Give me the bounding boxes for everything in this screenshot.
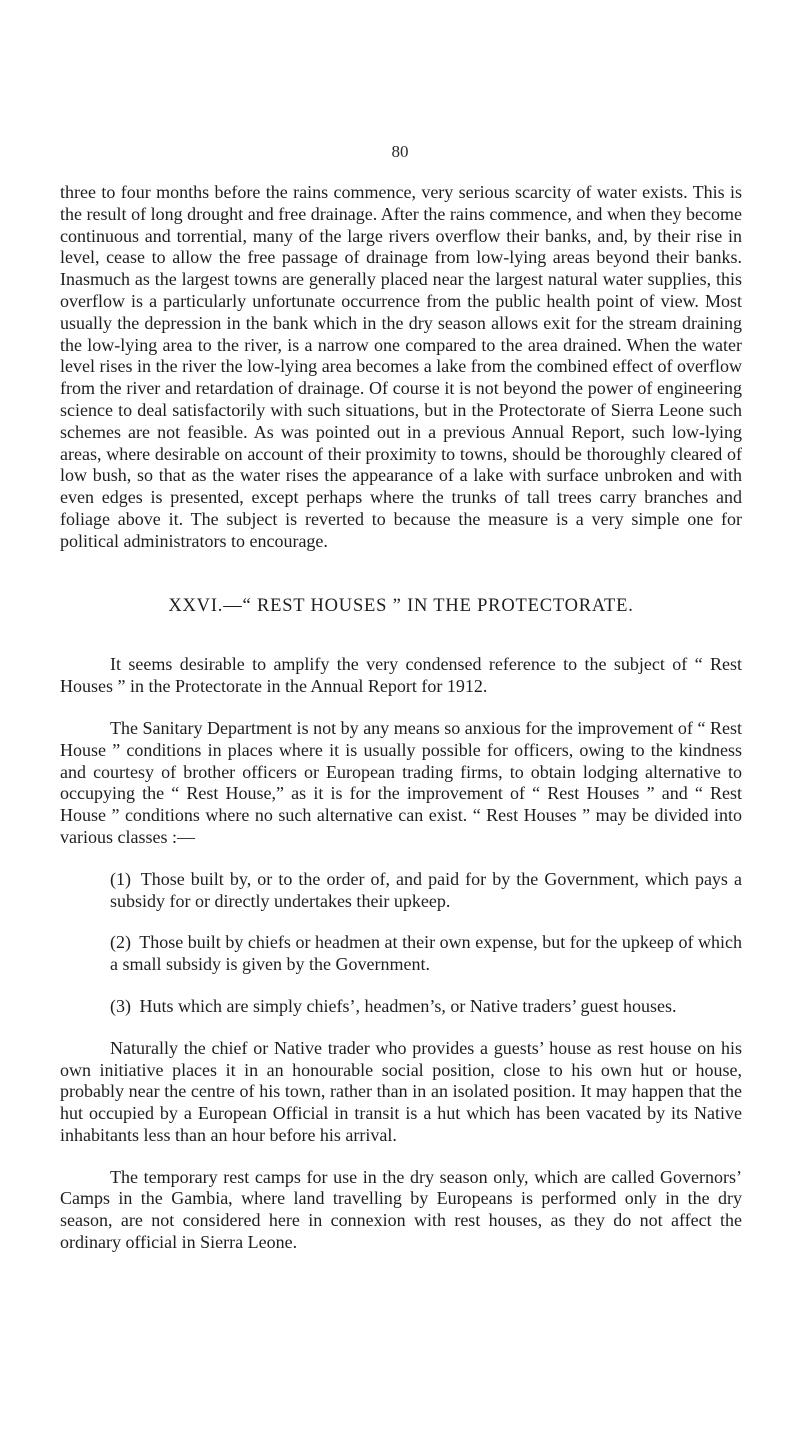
list-number: (1)	[110, 868, 131, 889]
list-item-3	[60, 996, 742, 1018]
list-text: Those built by, or to the order of, and paid for by the Government, which pays a subsidy for or directly undertakes their upkeep.	[110, 868, 742, 911]
list-number: (3)	[110, 995, 131, 1016]
list-text: Huts which are simply chiefs’, headmen’s, or Native traders’ guest houses.	[139, 995, 677, 1016]
list-item-2	[60, 932, 742, 976]
page-number: 80	[391, 142, 409, 161]
list-text: Those built by chiefs or headmen at their own expense, but for the upkeep of which a small subsidy is given by the Government.	[110, 932, 742, 975]
list-item-1	[60, 869, 742, 913]
section-heading: XXVI.—“ REST HOUSES ” IN THE PROTECTORATE.	[168, 595, 634, 616]
paragraph-camps: The temporary rest camps for use in the dry season only, which are called Governors’ Camps in the Gambia, where land travelling by Europeans is performed only in the dry season, are not considered here in connexion with rest houses, as they do not affect the ordinary official in Sierra Leone.	[60, 1166, 742, 1253]
paragraph-intro: It seems desirable to amplify the very condensed reference to the subject of “ Rest Houses ” in the Protectorate in the Annual Report for 1912.	[60, 654, 742, 697]
document-body	[60, 182, 742, 1254]
paragraph-drainage: three to four months before the rains commence, very serious scarcity of water exists. This is the result of long drought and free drainage. After the rains commence, and when they become continuous and torrential, many of the large rivers overflow their banks, and, by their rise in level, cease to allow the free passage of drainage from low-lying areas beyond their banks. Inasmuch as the largest towns are generally placed near the largest natural water supplies, this overflow is a particularly unfortunate occurrence from the public health point of view. Most usually the depression in the bank which in the dry season allows exit for the stream draining the low-lying area to the river, is a narrow one compared to the area drained. When the water level rises in the river the low-lying area becomes a lake from the combined effect of overflow from the river and retardation of drainage. Of course it is not beyond the power of engineering science to deal satisfactorily with such situations, but in the Protectorate of Sierra Leone such schemes are not feasible. As was pointed out in a previous Annual Report, such low-lying areas, where desirable on account of their proximity to towns, should be thoroughly cleared of low bush, so that as the water rises the appearance of a lake with surface unbroken and with even edges is presented, except perhaps where the trunks of tall trees carry branches and foliage above it. The subject is reverted to because the measure is a very simple one for political administrators to encourage.	[60, 182, 742, 551]
paragraph-naturally: Naturally the chief or Native trader who provides a guests’ house as rest house on his own initiative places it in an honourable social position, close to his own hut or house, probably near the centre of his town, rather than in an isolated position. It may happen that the hut occupied by a European Official in transit is a hut which has been vacated by its Native inhabitants less than an hour before his arrival.	[60, 1037, 742, 1145]
list-number: (2)	[110, 932, 131, 953]
paragraph-sanitary: The Sanitary Department is not by any means so anxious for the improvement of “ Rest House ” conditions in places where it is usually possible for officers, owing to the kindness and courtesy of brother officers or European trading firms, to obtain lodging alternative to occupying the “ Rest House,” as it is for the improvement of “ Rest Houses ” and “ Rest House ” conditions where no such alternative can exist. “ Rest Houses ” may be divided into various classes :—	[60, 717, 742, 847]
